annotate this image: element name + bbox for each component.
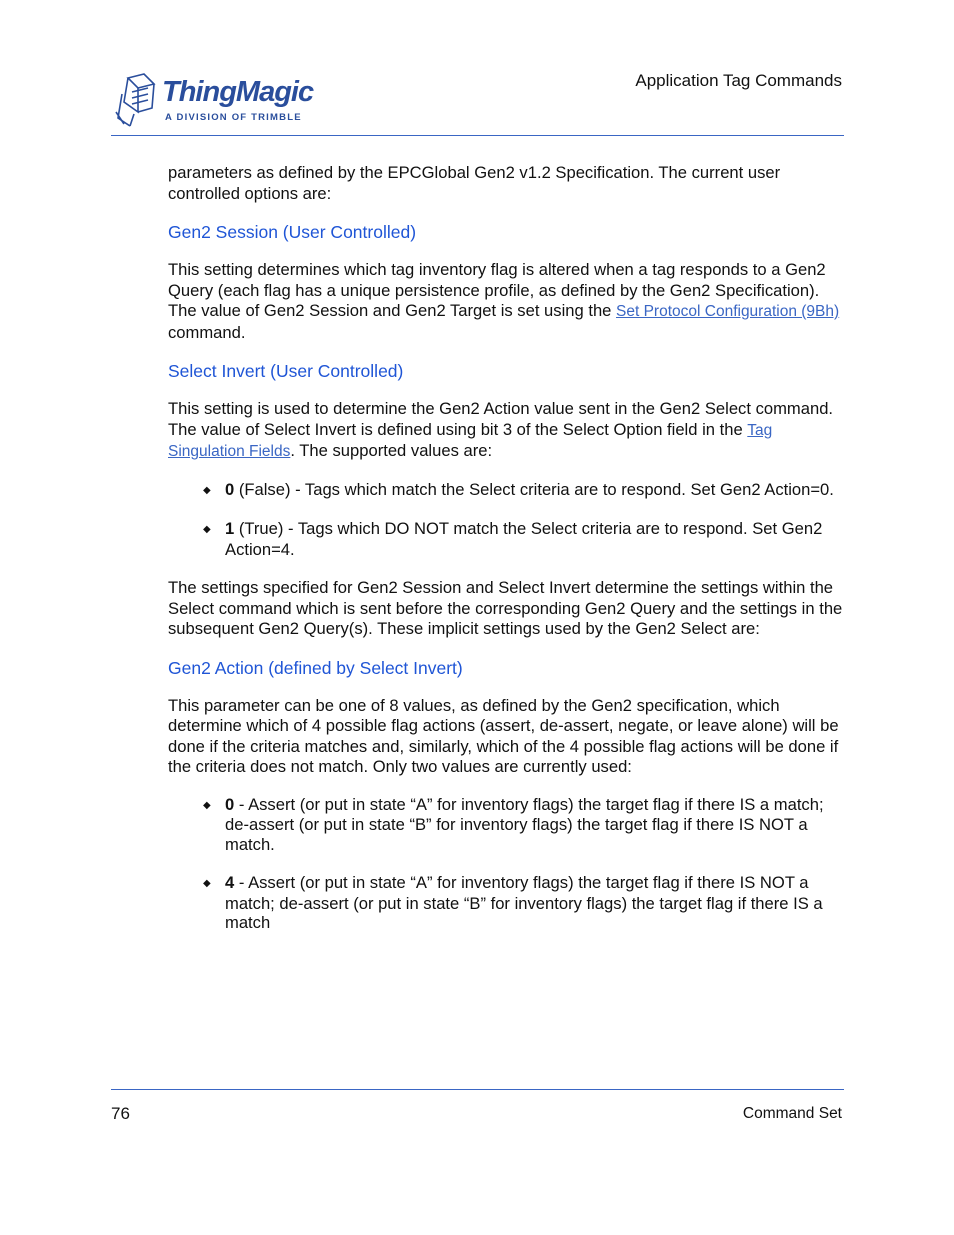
section-heading-gen2-action: Gen2 Action (defined by Select Invert) bbox=[168, 657, 463, 678]
bullet-text: (False) - Tags which match the Select criteria are to respond. Set Gen2 Action=0. bbox=[234, 479, 834, 499]
page-content bbox=[168, 163, 844, 952]
running-header-title: Application Tag Commands bbox=[635, 71, 842, 90]
bullet-icon: ◆ bbox=[203, 484, 211, 496]
list-item bbox=[168, 873, 844, 933]
footer-section-title: Command Set bbox=[742, 1105, 842, 1122]
list-item bbox=[168, 480, 844, 501]
tag-singulation-fields-link[interactable]: Tag Singulation Fields bbox=[168, 421, 773, 460]
bullet-key: 4 bbox=[225, 873, 235, 892]
select-invert-text-end: . The supported values are: bbox=[290, 441, 493, 460]
gen2-session-text-end: command. bbox=[168, 322, 246, 342]
logo-tagline: A DIVISION OF TRIMBLE bbox=[165, 112, 302, 123]
settings-summary-paragraph: The settings specified for Gen2 Session and Select Invert determine the settings within the Select command which is sent before the corresponding Gen2 Query and the settings in the subsequent Gen2 Query(s). These implicit settings used by the Gen2 Select are: bbox=[168, 578, 843, 638]
gen2-session-paragraph bbox=[168, 260, 844, 343]
bullet-icon: ◆ bbox=[203, 878, 211, 889]
page-number: 76 bbox=[111, 1104, 130, 1123]
list-item bbox=[168, 519, 844, 559]
gen2-session-text: This setting determines which tag inventory flag is altered when a tag responds to a Gen2 Query (each flag has a unique persistence profile, as defined by the Gen2 Specification). The value of Gen2 Session and Gen2 Target is set using the bbox=[168, 260, 826, 320]
footer-rule bbox=[111, 1089, 844, 1090]
section-heading-gen2-session: Gen2 Session (User Controlled) bbox=[168, 222, 417, 242]
bullet-key: 0 bbox=[225, 479, 235, 499]
header-rule bbox=[111, 135, 844, 136]
bullet-text: (True) - Tags which DO NOT match the Select criteria are to respond. Set Gen2 Action=4. bbox=[225, 519, 823, 559]
bullet-key: 1 bbox=[225, 519, 235, 538]
logo-wordmark: ThingMagic bbox=[162, 76, 314, 108]
select-invert-paragraph bbox=[168, 399, 844, 463]
bullet-text: - Assert (or put in state “A” for inventory flags) the target flag if there IS a match; de-assert (or put in state “B” for inventory flags) the target flag if there IS NOT a match. bbox=[225, 794, 824, 854]
section-heading-select-invert: Select Invert (User Controlled) bbox=[168, 361, 404, 381]
set-protocol-configuration-link[interactable]: Set Protocol Configuration (9Bh) bbox=[616, 303, 840, 320]
bullet-icon: ◆ bbox=[203, 524, 211, 535]
list-item bbox=[168, 795, 844, 855]
intro-paragraph: parameters as defined by the EPCGlobal Gen2 v1.2 Specification. The current user controlled options are: bbox=[168, 163, 781, 203]
bullet-icon: ◆ bbox=[203, 799, 211, 811]
bullet-key: 0 bbox=[225, 794, 235, 814]
bullet-text: - Assert (or put in state “A” for inventory flags) the target flag if there IS NOT a match; de-assert (or put in state “B” for inventory flags) the target flag if there IS a match bbox=[225, 873, 823, 932]
gen2-action-paragraph: This parameter can be one of 8 values, as defined by the Gen2 specification, which determine which of 4 possible flag actions (assert, de-assert, negate, or leave alone) will be done if the criteria matches and, similarly, which of the 4 possible flag actions will be done if the criteria does not match. Only two values are currently used: bbox=[168, 695, 839, 776]
select-invert-text: This setting is used to determine the Gen2 Action value sent in the Gen2 Select command. The value of Select Invert is defined using bit 3 of the Select Option field in the bbox=[168, 399, 834, 439]
